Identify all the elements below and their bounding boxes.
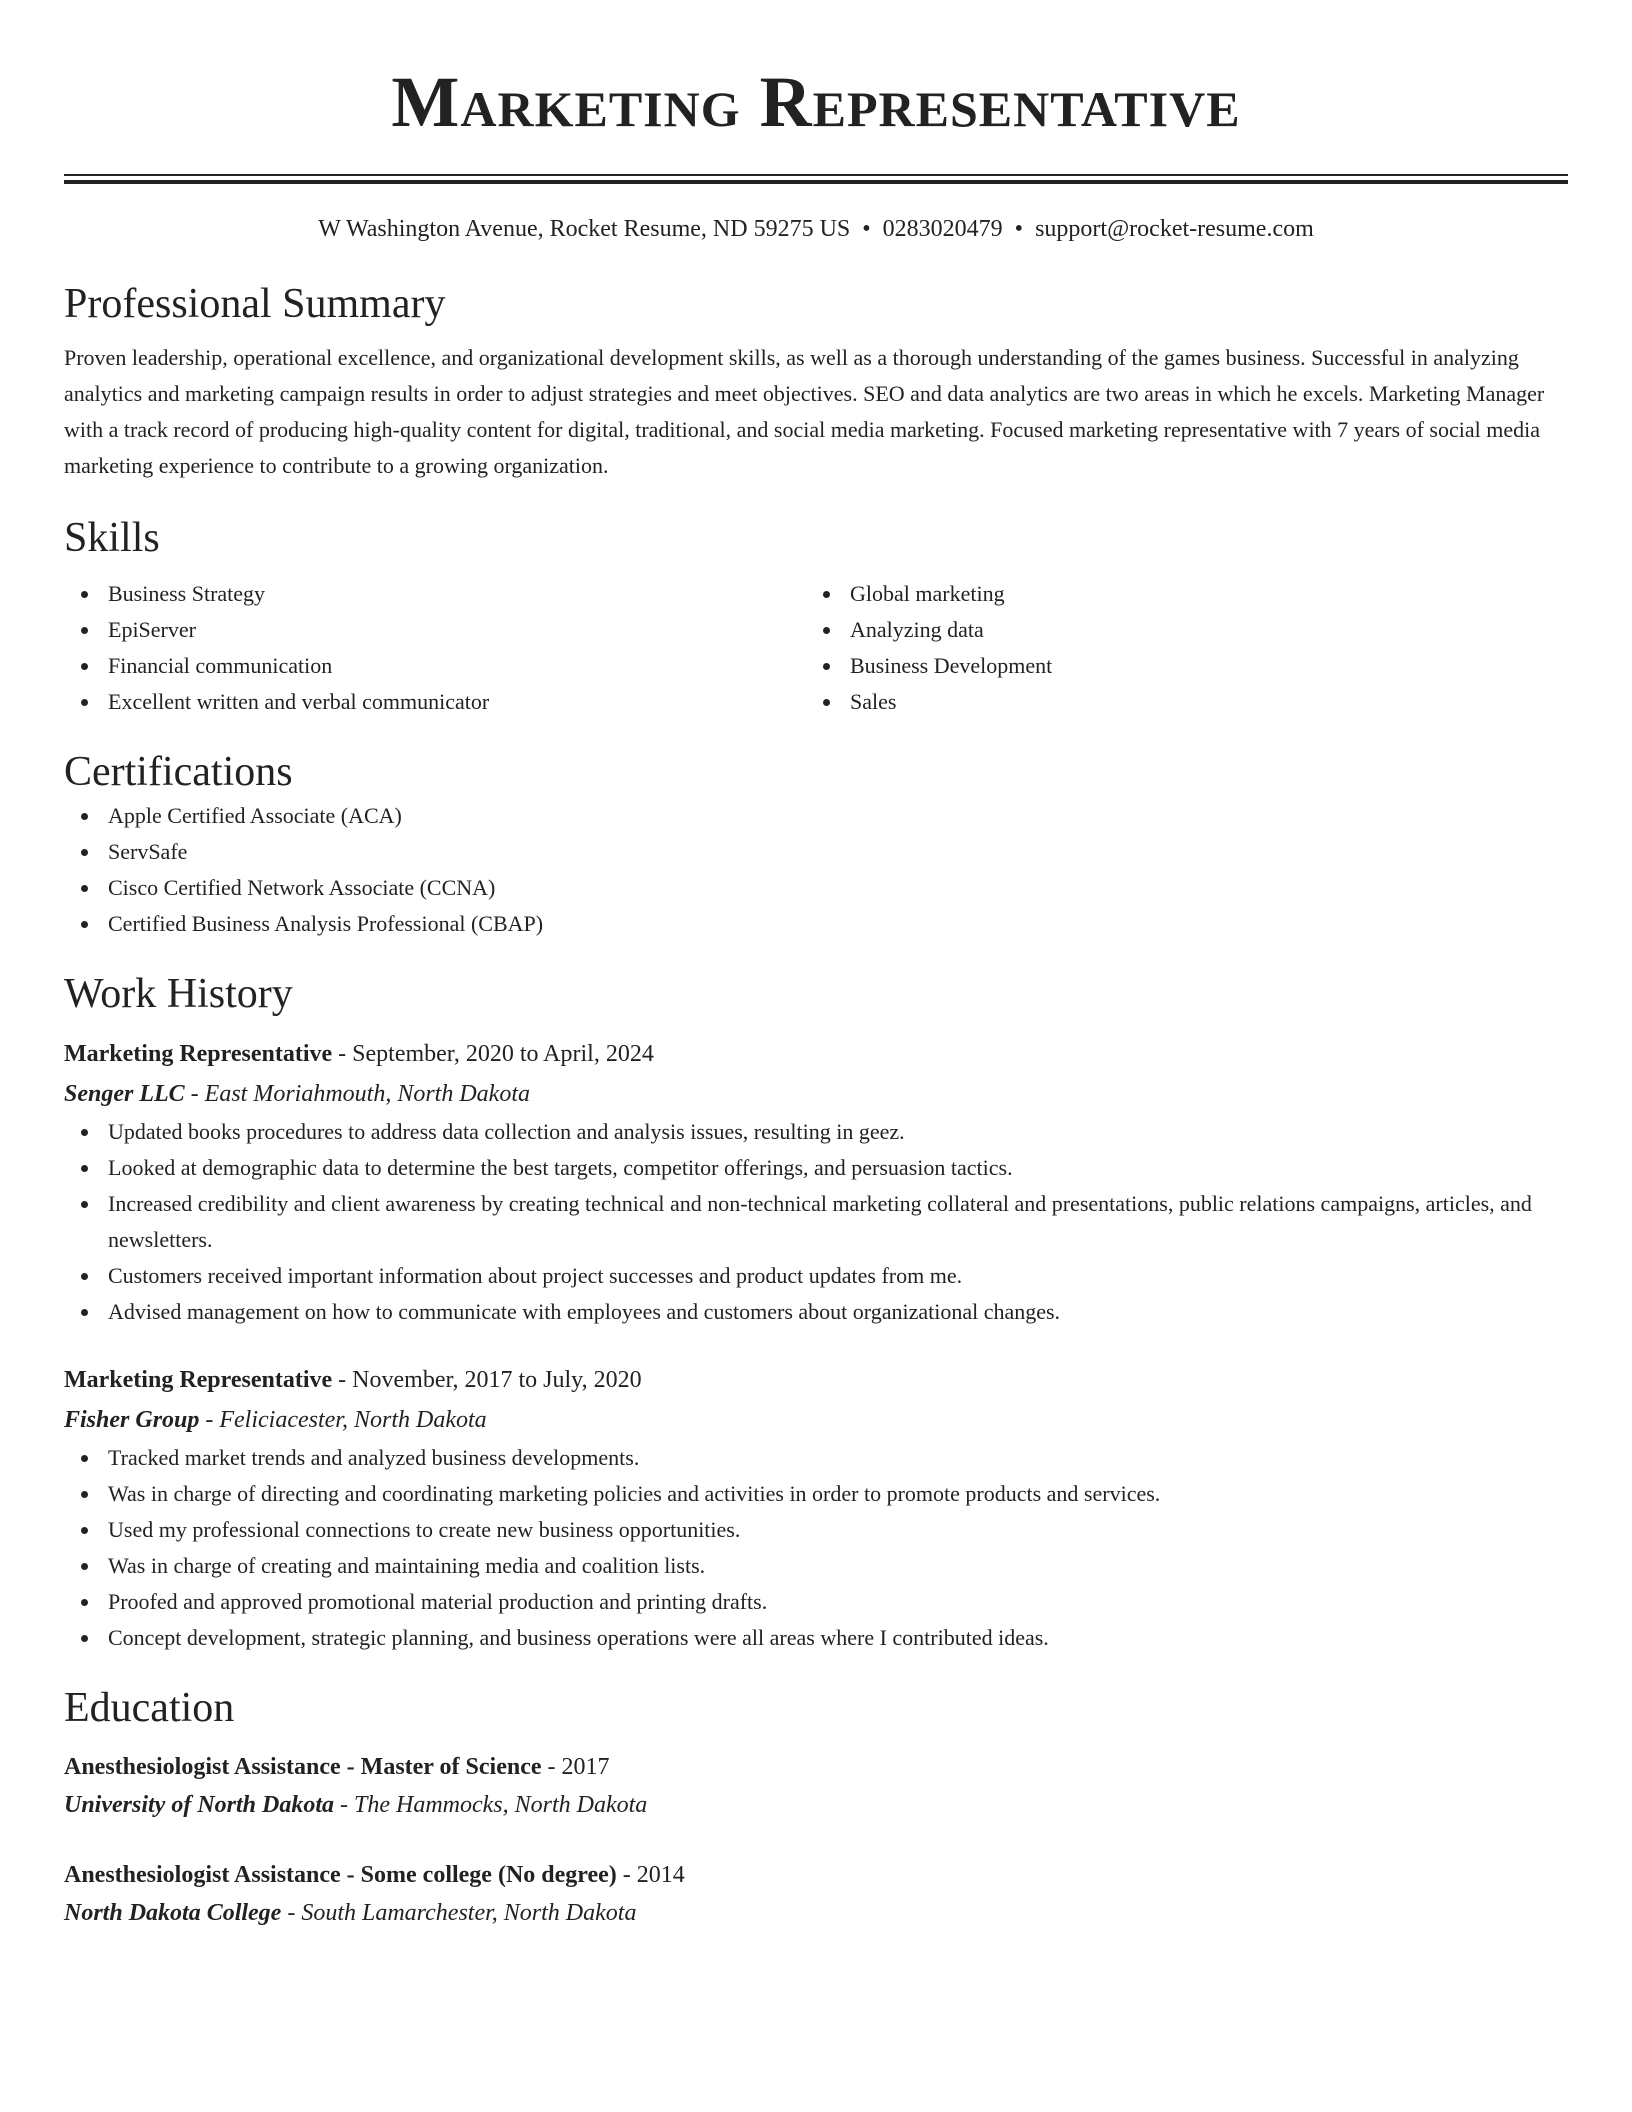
job-bullet: Updated books procedures to address data collection and analysis issues, resulting in geez. (64, 1114, 1568, 1150)
job-dates: - November, 2017 to July, 2020 (332, 1367, 642, 1393)
job-bullets (64, 1440, 1568, 1656)
skills-column-left (64, 576, 806, 720)
job-bullet: Proofed and approved promotional material production and printing drafts. (64, 1584, 1568, 1620)
job-entry (64, 1034, 1568, 1330)
education-year: - 2014 (616, 1862, 685, 1888)
work-history-section (64, 968, 1568, 1656)
job-employer (64, 1400, 1568, 1440)
skill-item: Excellent written and verbal communicator (64, 684, 806, 720)
certification-item: Apple Certified Associate (ACA) (64, 798, 1568, 834)
education-degree-line (64, 1856, 1568, 1894)
education-heading: Education (64, 1685, 235, 1731)
education-location: - The Hammocks, North Dakota (334, 1792, 648, 1818)
education-school: North Dakota College (64, 1900, 282, 1926)
job-dates: - September, 2020 to April, 2024 (332, 1041, 654, 1067)
resume-name: Marketing Representative (391, 62, 1241, 142)
education-year: - 2017 (541, 1754, 610, 1780)
skills-column-right (806, 576, 1548, 720)
skill-item: Analyzing data (806, 612, 1548, 648)
job-bullet: Used my professional connections to create new business opportunities. (64, 1512, 1568, 1548)
education-degree: Anesthesiologist Assistance - Master of Science (64, 1754, 542, 1780)
skills-section (64, 512, 1568, 720)
education-school-line (64, 1786, 1568, 1824)
certifications-list (64, 798, 1568, 942)
skills-grid (64, 576, 1568, 720)
skill-item: Sales (806, 684, 1548, 720)
education-entry (64, 1748, 1568, 1824)
job-employer (64, 1074, 1568, 1114)
skill-item: Business Development (806, 648, 1548, 684)
education-entry (64, 1856, 1568, 1932)
job-title: Marketing Representative (64, 1041, 333, 1067)
contact-separator: • (862, 216, 871, 242)
job-bullet: Customers received important information about project successes and product updates from me. (64, 1258, 1568, 1294)
job-bullet: Increased credibility and client awareness by creating technical and non-technical marketing collateral and presentations, public relations campaigns, articles, and newsletters. (64, 1186, 1568, 1258)
summary-section (64, 278, 1568, 484)
summary-text: Proven leadership, operational excellence, and organizational development skills, as well as a thorough understanding of the games business. Successful in analyzing analytics and marketing campaign results in order to adjust strategies and meet objectives. SEO and data analytics are two areas in which he excels. Marketing Manager with a track record of producing high-quality content for digital, traditional, and social media marketing. Focused marketing representative with 7 years of social media marketing experience to contribute to a growing organization. (64, 345, 1545, 478)
contact-address: W Washington Avenue, Rocket Resume, ND 59275 US (318, 216, 851, 242)
job-bullets (64, 1114, 1568, 1330)
job-bullet: Was in charge of directing and coordinating marketing policies and activities in order to promote products and services. (64, 1476, 1568, 1512)
job-entry (64, 1360, 1568, 1656)
education-location: - South Lamarchester, North Dakota (281, 1900, 637, 1926)
job-location: - Feliciacester, North Dakota (199, 1407, 487, 1433)
skill-item: Global marketing (806, 576, 1548, 612)
certification-item: Certified Business Analysis Professional (CBAP) (64, 906, 1568, 942)
contact-separator: • (1014, 216, 1024, 242)
job-bullet: Looked at demographic data to determine the best targets, competitor offerings, and persuasion tactics. (64, 1150, 1568, 1186)
certification-item: ServSafe (64, 834, 1568, 870)
job-header (64, 1360, 1568, 1400)
skill-item: Business Strategy (64, 576, 806, 612)
education-school-line (64, 1894, 1568, 1932)
header-double-rule (64, 174, 1568, 184)
education-section (64, 1682, 1568, 1932)
summary-heading: Professional Summary (64, 281, 446, 327)
job-company: Fisher Group (64, 1407, 200, 1433)
certification-item: Cisco Certified Network Associate (CCNA) (64, 870, 1568, 906)
job-title: Marketing Representative (64, 1367, 333, 1393)
job-header (64, 1034, 1568, 1074)
job-bullet: Was in charge of creating and maintaining media and coalition lists. (64, 1548, 1568, 1584)
education-degree-line (64, 1748, 1568, 1786)
contact-phone: 0283020479 (882, 216, 1003, 242)
contact-email: support@rocket-resume.com (1035, 216, 1314, 242)
work-history-heading: Work History (64, 971, 293, 1017)
certifications-section (64, 746, 1568, 942)
education-degree: Anesthesiologist Assistance - Some college (No degree) (64, 1862, 617, 1888)
contact-line (64, 214, 1568, 244)
job-bullet: Concept development, strategic planning, and business operations were all areas where I contributed ideas. (64, 1620, 1568, 1656)
skill-item: EpiServer (64, 612, 806, 648)
job-bullet: Advised management on how to communicate with employees and customers about organizational changes. (64, 1294, 1568, 1330)
job-bullet: Tracked market trends and analyzed business developments. (64, 1440, 1568, 1476)
certifications-heading: Certifications (64, 749, 293, 795)
skill-item: Financial communication (64, 648, 806, 684)
job-location: - East Moriahmouth, North Dakota (184, 1081, 530, 1107)
skills-heading: Skills (64, 515, 160, 561)
job-company: Senger LLC (64, 1081, 185, 1107)
education-school: University of North Dakota (64, 1792, 334, 1818)
